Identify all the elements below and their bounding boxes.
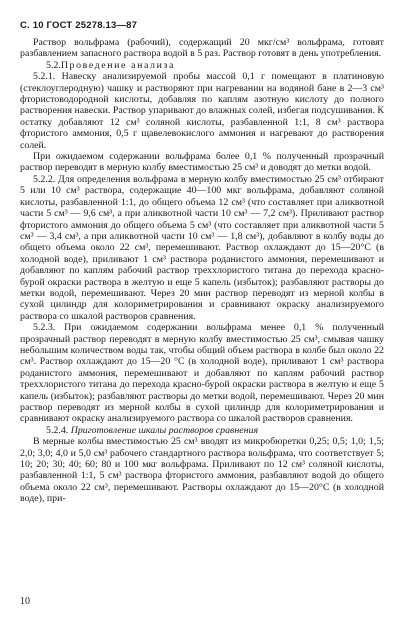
subsection-heading (20, 425, 384, 436)
paragraph: В мерные колбы вместимостью 25 см³ вводят из микробюретки 0,25; 0,5; 1,0; 1,5; 2,0; 3,0; 4,0 и 5,0 см³ рабочего стандартного раствора вольфрама, что соответствует 5; 10; 20; 30; 40; 60; 80 и 100 мкг вольфрама. Приливают по 12 см³ соляной кислоты, разбавленной 1:1, 5 см³ раствора фтористого аммония, разбавляют водой до общего объема около 22 см³, перемешивают. Растворы охлаждают до 15—20°С (в холодной воде), при- (20, 436, 384, 505)
paragraph: При ожидаемом содержании вольфрама более 0,1 % полученный прозрачный раствор переводят в мерную колбу вместимостью 25 см³ и доводят до метки водой. (20, 151, 384, 174)
paragraph: 5.2.2. Для определения вольфрама в мерную колбу вместимостью 25 см³ отбирают 5 или 10 см³ раствора, содержащие 40—100 мкг вольфрама, добавляют соляной кислоты, разбавленной 1:1, до общего объема 12 см³ (что составляет при аликвотной части 5 см³ — 9,6 см³, а при аликвотной части 10 см³ — 7,2 см³). Приливают раствор фтористого аммония до общего объема 5 см³ (что составляет при аликвотной части 5 см³ — 3,4 см³, а при аликвотной части 10 см³ — 1,8 см³), добавляют в колбу воды до общего объема около 22 см³, перемешивают. Раствор охлаждают до 15—20°С (в холодной воде), приливают 1 см³ раствора роданистого аммония, перемешивают и добавляют по каплям рабочий раствор треххлористого титана до перехода красно-бурой окраски раствора в желтую и еще 5 капель (избыток); разбавляют растворы до метки водой, перемешивают. Через 20 мин раствор переводят из мерной колбы в сухой цилиндр для колориметрирования и сравнивают окраску анализируемого раствора со шкалой растворов сравнения. (20, 173, 384, 322)
section-title: Проведение анализа (60, 59, 175, 71)
section-number: 5.2. (46, 59, 61, 71)
subsection-title: Приготовление шкалы растворов сравнения (70, 424, 259, 436)
body-text (20, 37, 384, 505)
paragraph: 5.2.1. Навеску анализируемой пробы массой 0,1 г помещают в платиновую (стеклоуглеродную) чашку и растворяют при нагревании на водяной бане в 2—3 см³ фтористоводородной кислоты, добавляя по каплям азотную кислоту до полного растворения навески. Раствор упаривают до влажных солей, избегая подсушивания. К остатку добавляют 12 см³ соляной кислоты, разбавленной 1:1, 8 см³ раствора фтористого аммония, 0,5 г щавелевокислого аммония и нагревают до растворения солей. (20, 71, 384, 151)
paragraph: 5.2.3. При ожидаемом содержании вольфрама менее 0,1 % полученный прозрачный раствор переводят в мерную колбу вместимостью 25 см³, смывая чашку небольшим количеством воды так, чтобы общий объем раствора в колбе был около 22 см³. Раствор охлаждают до 15—20 °С (в холодной воде), приливают 1 см³ раствора роданистого аммония, перемешивают и добавляют по каплям рабочий раствор треххлористого титана до перехода красно-бурой окраски раствора в желтую и еще 5 капель (избыток); разбавляют растворы до метки водой, перемешивают. Через 20 мин раствор переводят из мерной колбы в сухой цилиндр для колориметрирования и сравнивают окраску анализируемого раствора со шкалой растворов сравнения. (20, 322, 384, 425)
section-heading (20, 60, 384, 71)
subsection-number: 5.2.4. (46, 424, 69, 436)
page-header: С. 10 ГОСТ 25278.13—87 (20, 20, 138, 31)
page-number: 10 (20, 596, 30, 607)
paragraph: Раствор вольфрама (рабочий), содержащий 20 мкг/см³ вольфрама, готовят разбавлением запасного раствора водой в 5 раз. Раствор готовят в день употребления. (20, 37, 384, 60)
